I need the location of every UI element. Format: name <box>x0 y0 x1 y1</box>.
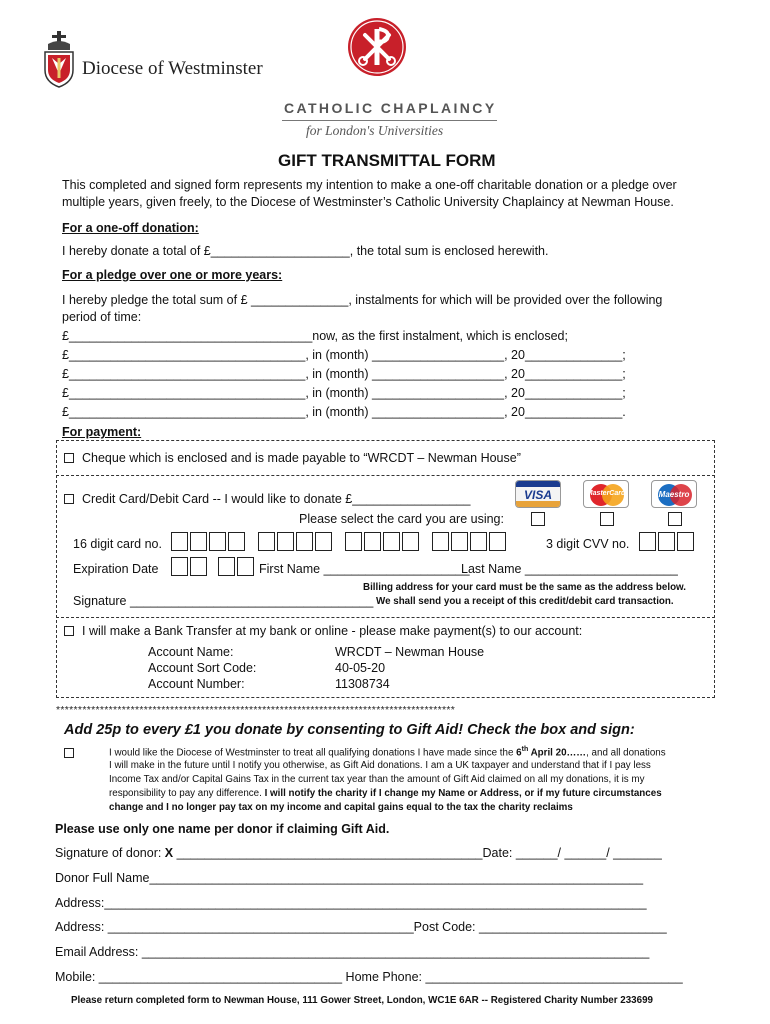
one-off-heading: For a one-off donation: <box>62 221 199 235</box>
cheque-checkbox[interactable] <box>64 453 74 463</box>
account-name-value: WRCDT – Newman House <box>335 645 485 659</box>
decl1-ordinal: th <box>521 746 529 753</box>
account-number-label: Account Number: <box>148 677 245 691</box>
pledge-instalment-2[interactable]: £__________________________________, in (month) ___________________, 20______________; <box>62 348 626 362</box>
billing-note-1: Billing address for your card must be the same as the address below. <box>363 582 687 593</box>
card-digit-box[interactable] <box>451 532 468 551</box>
card-digit-box[interactable] <box>258 532 275 551</box>
chaplaincy-seal <box>347 17 407 77</box>
card-digit-box[interactable] <box>228 532 245 551</box>
intro-line-2: multiple years, given freely, to the Diocese of Westminster’s Catholic University Chaplaincy at Newman House. <box>62 195 674 209</box>
card-digit-box[interactable] <box>345 532 362 551</box>
separator-stars: ******************************************************************************************* <box>56 704 456 716</box>
card-digit-box[interactable] <box>209 532 226 551</box>
decl1-month: April 20…… <box>528 747 587 759</box>
maestro-select-checkbox[interactable] <box>668 512 682 526</box>
mastercard-icon <box>583 480 629 508</box>
payment-divider-1 <box>56 475 715 476</box>
cvv-digit-box[interactable] <box>639 532 656 551</box>
gift-aid-declaration-4 <box>109 788 662 799</box>
expiry-month-box[interactable] <box>190 557 207 576</box>
cvv-label: 3 digit CVV no. <box>546 537 630 551</box>
billing-note-2: We shall send you a receipt of this credit/debit card transaction. <box>376 596 674 607</box>
form-title: GIFT TRANSMITTAL FORM <box>278 151 496 170</box>
credit-card-option[interactable] <box>64 492 470 506</box>
decl1-day: 6 <box>516 747 522 759</box>
pledge-period-label: period of time: <box>62 310 142 324</box>
decl1-tail: , and all donations <box>586 747 666 759</box>
chaplaincy-divider <box>282 120 497 121</box>
diocese-name: Diocese of Westminster <box>82 58 263 79</box>
gift-aid-declaration-2: I will make in the future until I notify you otherwise, as Gift Aid donations. I am a UK taxpayer and understand that if I pay less <box>109 760 651 771</box>
expiry-month-box[interactable] <box>171 557 188 576</box>
one-name-note: Please use only one name per donor if claiming Gift Aid. <box>55 822 390 836</box>
bank-transfer-option[interactable] <box>64 624 582 638</box>
card-digit-box[interactable] <box>315 532 332 551</box>
donor-address-1-field[interactable]: Address:______________________________________________________________________________ <box>55 896 647 910</box>
payment-divider-2 <box>56 617 715 618</box>
expiry-year-box[interactable] <box>237 557 254 576</box>
select-card-label: Please select the card you are using: <box>299 512 504 526</box>
account-name-label: Account Name: <box>148 645 234 659</box>
cvv-digit-box[interactable] <box>658 532 675 551</box>
pledge-heading: For a pledge over one or more years: <box>62 268 283 282</box>
cvv-digit-box[interactable] <box>677 532 694 551</box>
credit-card-label: Credit Card/Debit Card -- I would like to donate £_________________ <box>82 492 471 506</box>
intro-line-1: This completed and signed form represents my intention to make a one-off charitable donation or a pledge over <box>62 178 677 192</box>
last-name-field[interactable]: Last Name ______________________ <box>461 562 678 576</box>
pledge-instalment-3[interactable]: £__________________________________, in (month) ___________________, 20______________; <box>62 367 626 381</box>
footer-return-address: Please return completed form to Newman House, 111 Gower Street, London, WC1E 6AR -- Registered Charity Number 233699 <box>71 995 653 1006</box>
decl4-text: responsibility to pay any difference. <box>109 788 265 799</box>
payment-heading: For payment: <box>62 425 142 439</box>
sort-code-value: 40-05-20 <box>335 661 386 675</box>
gift-aid-declaration-1 <box>109 746 666 758</box>
card-digit-box[interactable] <box>296 532 313 551</box>
cheque-label: Cheque which is enclosed and is made payable to “WRCDT – Newman House” <box>82 451 521 465</box>
maestro-label: Maestro <box>658 490 690 499</box>
card-digit-box[interactable] <box>432 532 449 551</box>
donor-address-2-field[interactable]: Address: ____________________________________________Post Code: ___________________________ <box>55 920 667 934</box>
donor-email-field[interactable]: Email Address: _________________________________________________________________________ <box>55 945 650 959</box>
first-name-field[interactable]: First Name _____________________ <box>259 562 470 576</box>
donor-signature-label: Signature of donor: <box>55 846 165 860</box>
visa-label: VISA <box>523 488 552 502</box>
card-digit-box[interactable] <box>364 532 381 551</box>
gift-aid-check-square[interactable] <box>64 748 74 758</box>
chaplaincy-subtitle: for London's Universities <box>306 123 444 138</box>
donor-mobile-field[interactable]: Mobile: ___________________________________ Home Phone: _____________________________________ <box>55 970 683 984</box>
donor-signature-field[interactable] <box>55 846 662 860</box>
bank-transfer-label: I will make a Bank Transfer at my bank or online - please make payment(s) to our account: <box>82 624 583 638</box>
credit-card-checkbox[interactable] <box>64 494 74 504</box>
account-number-value: 11308734 <box>335 677 390 691</box>
cheque-option[interactable] <box>64 451 521 465</box>
donor-full-name-field[interactable]: Donor Full Name_______________________________________________________________________ <box>55 871 644 885</box>
card-digit-box[interactable] <box>402 532 419 551</box>
diocese-crest <box>40 30 78 88</box>
pledge-instalment-4[interactable]: £__________________________________, in (month) ___________________, 20______________; <box>62 386 626 400</box>
gift-aid-declaration-5: change and I no longer pay tax on my income and capital gains equal to the tax the charity reclaims <box>109 802 573 813</box>
gift-aid-checkbox[interactable] <box>64 746 82 760</box>
visa-select-checkbox[interactable] <box>531 512 545 526</box>
bank-transfer-checkbox[interactable] <box>64 626 74 636</box>
decl1-text: I would like the Diocese of Westminster to treat all qualifying donations I have made since the <box>109 747 517 759</box>
chaplaincy-name: CATHOLIC CHAPLAINCY <box>284 100 497 116</box>
card-digit-box[interactable] <box>190 532 207 551</box>
pledge-instalment-5[interactable]: £__________________________________, in (month) ___________________, 20______________. <box>62 405 626 419</box>
gift-aid-heading: Add 25p to every £1 you donate by consenting to Gift Aid! Check the box and sign: <box>64 722 635 738</box>
card-digit-box[interactable] <box>470 532 487 551</box>
one-off-amount-line[interactable]: I hereby donate a total of £____________________, the total sum is enclosed herewith. <box>62 244 549 258</box>
card-signature-field[interactable]: Signature ___________________________________ <box>73 594 374 608</box>
mastercard-select-checkbox[interactable] <box>600 512 614 526</box>
donor-signature-x: X <box>164 846 174 860</box>
card-digit-box[interactable] <box>277 532 294 551</box>
decl4-bold: I will notify the charity if I change my Name or Address, or if my future circumstances <box>264 788 662 799</box>
maestro-card-icon <box>651 480 697 508</box>
expiry-label: Expiration Date <box>73 562 159 576</box>
card-digit-box[interactable] <box>489 532 506 551</box>
mastercard-label: MasterCard <box>586 490 626 497</box>
sort-code-label: Account Sort Code: <box>148 661 257 675</box>
card-digit-box[interactable] <box>383 532 400 551</box>
expiry-year-box[interactable] <box>218 557 235 576</box>
card-number-label: 16 digit card no. <box>73 537 162 551</box>
pledge-total-line[interactable]: I hereby pledge the total sum of £ ______________, instalments for which will be provided over the following <box>62 293 663 307</box>
card-digit-box[interactable] <box>171 532 188 551</box>
pledge-instalment-1[interactable]: £___________________________________now, as the first instalment, which is enclosed; <box>62 329 568 343</box>
gift-aid-declaration-3: Income Tax and/or Capital Gains Tax in the current tax year than the amount of Gift Aid claimed on all my donations, it is my <box>109 774 645 785</box>
donor-signature-line[interactable]: ____________________________________________Date: ______/ ______/ _______ <box>173 846 662 860</box>
visa-card-icon <box>515 480 561 508</box>
